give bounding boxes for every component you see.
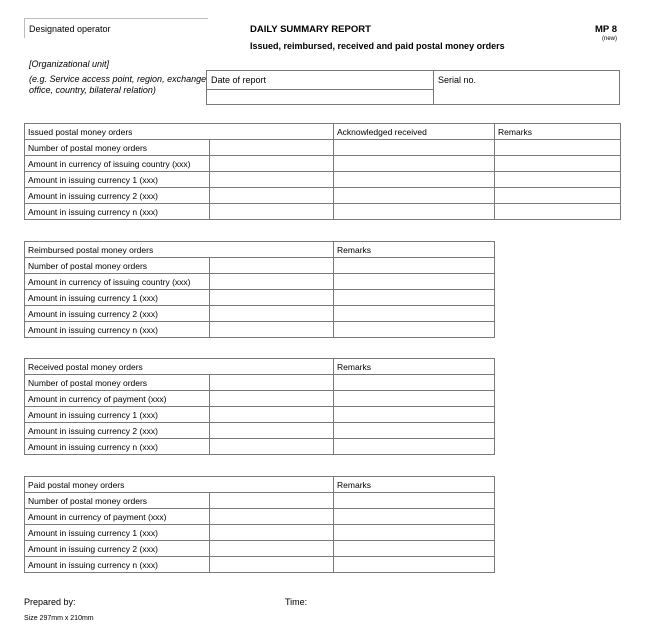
value-cell[interactable]: [210, 541, 334, 557]
row-label: Amount in currency of issuing country (xxx): [25, 274, 210, 290]
remarks-cell[interactable]: [334, 306, 495, 322]
time-label: Time:: [285, 597, 308, 607]
value-cell[interactable]: [210, 407, 334, 423]
table-row: [25, 322, 495, 338]
reimbursed-table: [24, 241, 495, 338]
remarks-header: Remarks: [334, 359, 495, 375]
prepared-by-label: Prepared by:: [24, 597, 76, 607]
remarks-cell[interactable]: [334, 290, 495, 306]
value-cell[interactable]: [210, 204, 334, 220]
acknowledged-received-header: Acknowledged received: [334, 124, 495, 140]
row-label: Number of postal money orders: [25, 493, 210, 509]
organizational-unit-example: (e.g. Service access point, region, exchange office, country, bilateral relation): [29, 74, 207, 95]
remarks-cell[interactable]: [334, 509, 495, 525]
remarks-cell[interactable]: [495, 188, 621, 204]
row-label: Amount in issuing currency 1 (xxx): [25, 172, 210, 188]
date-of-report-label: Date of report: [211, 75, 267, 85]
row-label: Amount in currency of payment (xxx): [25, 391, 210, 407]
value-cell[interactable]: [210, 258, 334, 274]
value-cell[interactable]: [210, 391, 334, 407]
issued-table: [24, 123, 621, 220]
value-cell[interactable]: [210, 290, 334, 306]
remarks-cell[interactable]: [334, 439, 495, 455]
paid-table: [24, 476, 495, 573]
form-code: MP 8: [594, 24, 617, 35]
value-cell[interactable]: [210, 172, 334, 188]
report-title: DAILY SUMMARY REPORT: [250, 24, 371, 35]
table-row: [25, 375, 495, 391]
remarks-cell[interactable]: [334, 391, 495, 407]
value-cell[interactable]: [210, 274, 334, 290]
table-row: [25, 306, 495, 322]
acknowledged-cell[interactable]: [334, 172, 495, 188]
table-row: [25, 509, 495, 525]
paid-title: Paid postal money orders: [25, 477, 334, 493]
table-row: [25, 258, 495, 274]
remarks-cell[interactable]: [495, 204, 621, 220]
remarks-cell[interactable]: [334, 423, 495, 439]
received-title: Received postal money orders: [25, 359, 334, 375]
page-size-note: Size 297mm x 210mm: [24, 615, 94, 622]
table-row: [25, 525, 495, 541]
row-label: Number of postal money orders: [25, 375, 210, 391]
value-cell[interactable]: [210, 188, 334, 204]
row-label: Amount in issuing currency 1 (xxx): [25, 407, 210, 423]
table-row: [25, 290, 495, 306]
row-label: Amount in currency of payment (xxx): [25, 509, 210, 525]
value-cell[interactable]: [210, 509, 334, 525]
remarks-cell[interactable]: [495, 140, 621, 156]
value-cell[interactable]: [210, 322, 334, 338]
acknowledged-cell[interactable]: [334, 188, 495, 204]
remarks-cell[interactable]: [334, 274, 495, 290]
row-label: Amount in issuing currency 2 (xxx): [25, 423, 210, 439]
row-label: Number of postal money orders: [25, 258, 210, 274]
acknowledged-cell[interactable]: [334, 140, 495, 156]
value-cell[interactable]: [210, 557, 334, 573]
acknowledged-cell[interactable]: [334, 204, 495, 220]
row-label: Amount in issuing currency 1 (xxx): [25, 525, 210, 541]
table-row: [25, 274, 495, 290]
remarks-cell[interactable]: [495, 156, 621, 172]
table-row: [25, 391, 495, 407]
value-cell[interactable]: [210, 140, 334, 156]
report-subtitle: Issued, reimbursed, received and paid postal money orders: [250, 41, 505, 51]
remarks-cell[interactable]: [334, 407, 495, 423]
value-cell[interactable]: [210, 306, 334, 322]
row-label: Number of postal money orders: [25, 140, 210, 156]
value-cell[interactable]: [210, 439, 334, 455]
remarks-cell[interactable]: [334, 258, 495, 274]
value-cell[interactable]: [210, 156, 334, 172]
organizational-unit-label: [Organizational unit]: [29, 59, 110, 69]
table-row: [25, 156, 621, 172]
remarks-cell[interactable]: [334, 541, 495, 557]
remarks-cell[interactable]: [334, 525, 495, 541]
table-row: [25, 172, 621, 188]
date-divider: [207, 89, 433, 90]
row-label: Amount in issuing currency n (xxx): [25, 322, 210, 338]
table-header-row: [25, 359, 495, 375]
table-row: [25, 140, 621, 156]
remarks-header: Remarks: [495, 124, 621, 140]
table-header-row: [25, 242, 495, 258]
remarks-cell[interactable]: [334, 375, 495, 391]
value-cell[interactable]: [210, 423, 334, 439]
date-of-report-cell[interactable]: [207, 71, 434, 104]
reimbursed-title: Reimbursed postal money orders: [25, 242, 334, 258]
serial-no-label: Serial no.: [438, 75, 477, 85]
table-row: [25, 557, 495, 573]
remarks-cell[interactable]: [334, 322, 495, 338]
date-serial-box: [206, 70, 620, 105]
table-row: [25, 188, 621, 204]
row-label: Amount in issuing currency 2 (xxx): [25, 188, 210, 204]
acknowledged-cell[interactable]: [334, 156, 495, 172]
table-row: [25, 204, 621, 220]
issued-title: Issued postal money orders: [25, 124, 334, 140]
table-row: [25, 407, 495, 423]
received-table: [24, 358, 495, 455]
value-cell[interactable]: [210, 525, 334, 541]
row-label: Amount in issuing currency 2 (xxx): [25, 306, 210, 322]
table-row: [25, 423, 495, 439]
value-cell[interactable]: [210, 493, 334, 509]
remarks-header: Remarks: [334, 477, 495, 493]
row-label: Amount in issuing currency n (xxx): [25, 439, 210, 455]
row-label: Amount in issuing currency n (xxx): [25, 557, 210, 573]
table-row: [25, 439, 495, 455]
table-row: [25, 541, 495, 557]
row-label: Amount in issuing currency n (xxx): [25, 204, 210, 220]
designated-operator-field: Designated operator: [24, 18, 208, 38]
remarks-cell[interactable]: [334, 493, 495, 509]
row-label: Amount in currency of issuing country (xxx): [25, 156, 210, 172]
table-header-row: [25, 124, 621, 140]
value-cell[interactable]: [210, 375, 334, 391]
remarks-cell[interactable]: [495, 172, 621, 188]
remarks-cell[interactable]: [334, 557, 495, 573]
table-row: [25, 493, 495, 509]
form-note: (new): [601, 36, 617, 42]
row-label: Amount in issuing currency 1 (xxx): [25, 290, 210, 306]
row-label: Amount in issuing currency 2 (xxx): [25, 541, 210, 557]
remarks-header: Remarks: [334, 242, 495, 258]
table-header-row: [25, 477, 495, 493]
